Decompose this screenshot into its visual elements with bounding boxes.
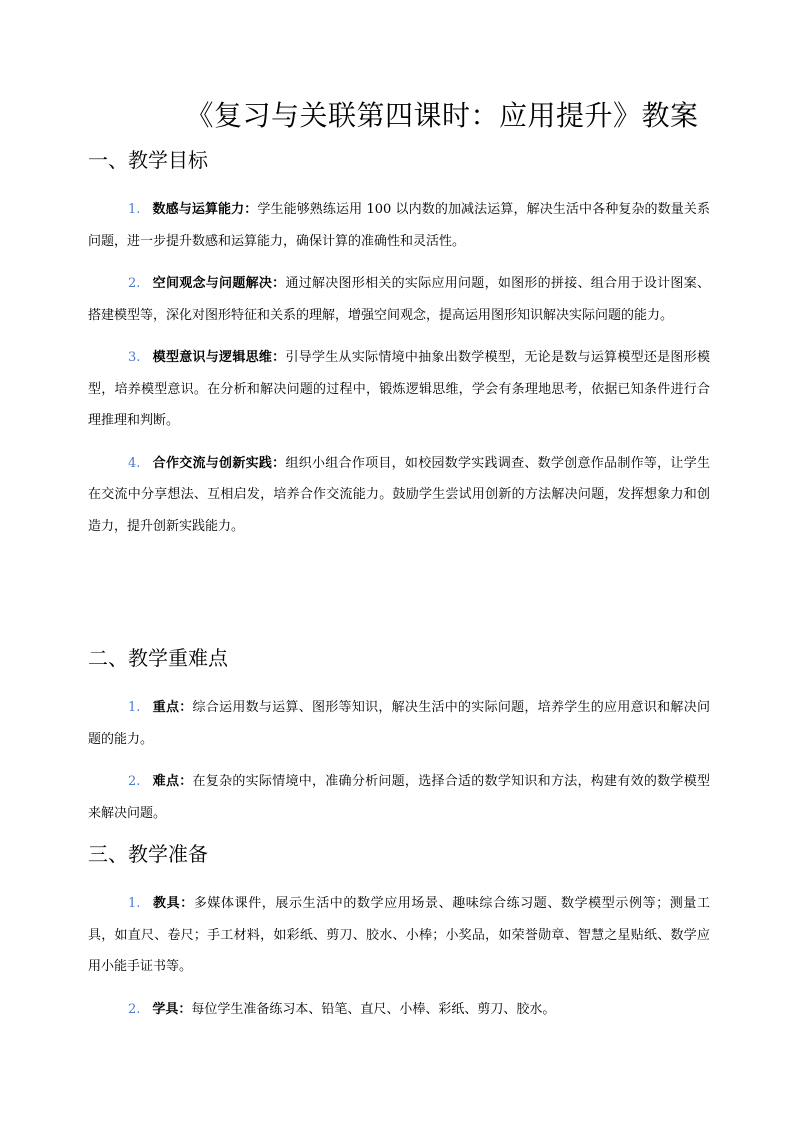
item-label: 学具： <box>152 1001 192 1017</box>
section-heading: 三、教学准备 <box>88 842 208 866</box>
item-text: 在复杂的实际情境中，准确分析问题，选择合适的数学知识和方法，构建有效的数学模型来解决问题。 <box>88 774 710 821</box>
list-item <box>88 766 710 829</box>
item-number: 4. <box>128 455 141 471</box>
item-number: 2. <box>128 774 141 789</box>
list-item <box>88 342 710 437</box>
section-heading: 一、教学目标 <box>88 148 208 172</box>
section-key-points <box>88 644 710 829</box>
list-item <box>88 194 710 257</box>
document-title: 《复习与关联第四课时：应用提升》教案 <box>185 99 699 132</box>
item-label: 数感与运算能力： <box>152 202 258 217</box>
section-heading: 二、教学重难点 <box>88 646 228 670</box>
item-label: 难点： <box>152 774 193 789</box>
item-text: 多媒体课件，展示生活中的数学应用场景、趣味综合练习题、数学模型示例等；测量工具，如直尺、卷尺；手工材料，如彩纸、剪刀、胶水、小棒；小奖品，如荣誉勋章、智慧之星贴纸、数学应用小能手证书等。 <box>88 896 710 974</box>
item-label: 空间观念与问题解决： <box>152 276 286 291</box>
list-item <box>88 448 710 543</box>
item-text: 组织小组合作项目，如校园数学实践调查、数学创意作品制作等，让学生在交流中分享想法、互相启发，培养合作交流能力。鼓励学生尝试用创新的方法解决问题，发挥想象力和创造力，提升创新实践能力。 <box>88 455 710 534</box>
item-number: 2. <box>128 1001 141 1017</box>
item-label: 合作交流与创新实践： <box>152 455 286 471</box>
item-text: 学生能够熟练运用 100 以内数的加减法运算，解决生活中各种复杂的数量关系问题，进一步提升数感和运算能力，确保计算的准确性和灵活性。 <box>88 202 710 249</box>
list-item <box>88 888 710 983</box>
item-label: 教具： <box>152 896 194 911</box>
list-item <box>88 994 710 1026</box>
item-text: 通过解决图形相关的实际应用问题，如图形的拼接、组合用于设计图案、搭建模型等，深化对图形特征和关系的理解，增强空间观念，提高运用图形知识解决实际问题的能力。 <box>88 276 710 323</box>
item-number: 2. <box>128 276 141 291</box>
list-item <box>88 268 710 331</box>
item-label: 重点： <box>152 700 193 715</box>
item-text: 综合运用数与运算、图形等知识，解决生活中的实际问题，培养学生的应用意识和解决问题的能力。 <box>88 700 710 747</box>
item-number: 1. <box>128 202 141 217</box>
section-preparation <box>88 840 710 1025</box>
item-text: 每位学生准备练习本、铅笔、直尺、小棒、彩纸、剪刀、胶水。 <box>191 1001 556 1017</box>
section-teaching-goals <box>88 146 710 542</box>
item-number: 3. <box>128 350 141 365</box>
item-number: 1. <box>128 896 141 911</box>
item-label: 模型意识与逻辑思维： <box>152 350 286 365</box>
item-number: 1. <box>128 700 141 715</box>
item-text: 引导学生从实际情境中抽象出数学模型，无论是数与运算模型还是图形模型，培养模型意识。在分析和解决问题的过程中，锻炼逻辑思维，学会有条理地思考，依据已知条件进行合理推理和判断。 <box>88 350 710 428</box>
list-item <box>88 692 710 755</box>
